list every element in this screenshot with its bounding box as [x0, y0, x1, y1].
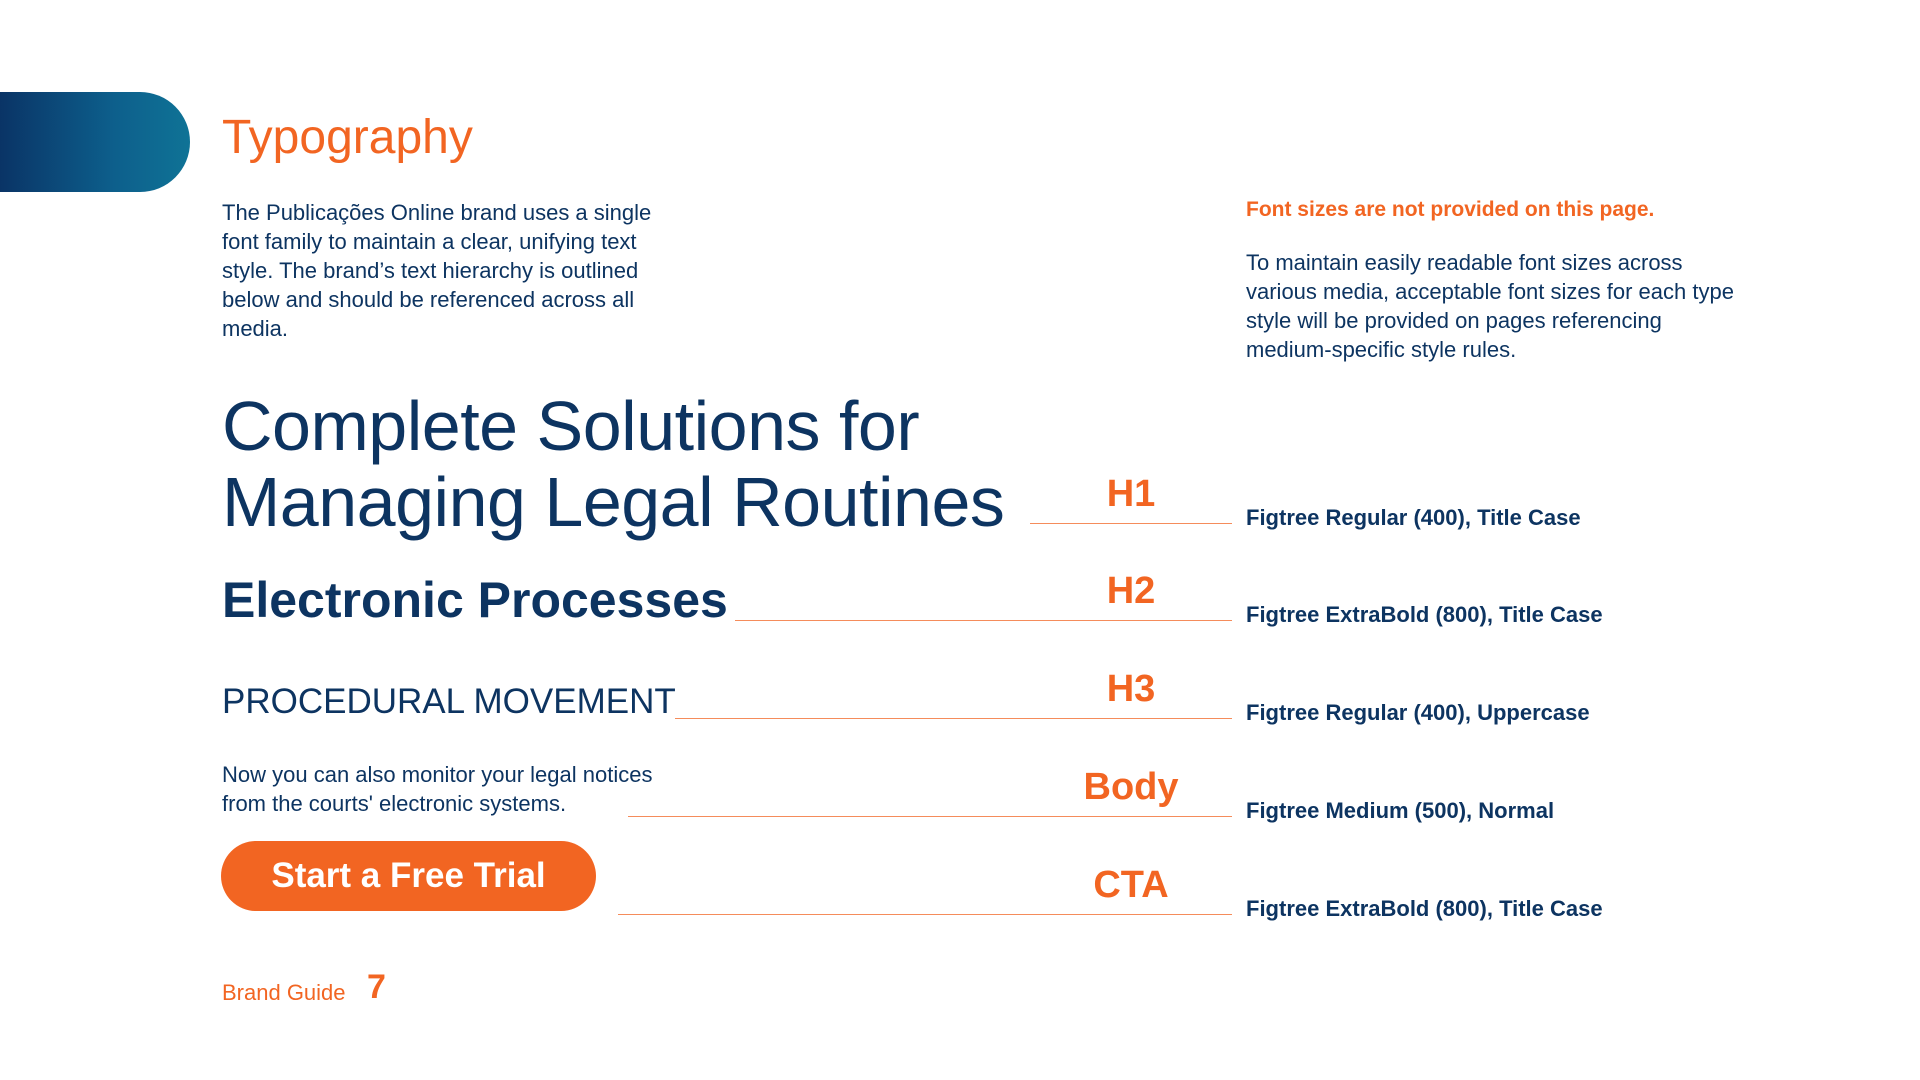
footer-brand-guide-label: Brand Guide — [222, 980, 346, 1005]
h3-tag: H3 — [1106, 668, 1156, 710]
h1-tag: H1 — [1106, 473, 1156, 515]
h3-sample: PROCEDURAL MOVEMENT — [222, 682, 676, 721]
start-free-trial-button[interactable]: Start a Free Trial — [221, 841, 596, 911]
body-sample-line-1: Now you can also monitor your legal notices — [222, 762, 653, 787]
cta-spec: Figtree ExtraBold (800), Title Case — [1246, 896, 1603, 921]
h1-rule — [1030, 523, 1232, 524]
font-size-note-body: To maintain easily readable font sizes across various media, acceptable font sizes for each type style will be provided on pages referencing medium-specific style rules. — [1246, 250, 1734, 362]
body-rule — [628, 816, 1232, 817]
intro-text: The Publicações Online brand uses a single font family to maintain a clear, unifying text style. The brand’s text hierarchy is outlined below and should be referenced across all media. — [222, 200, 652, 341]
body-tag: Body — [1083, 766, 1179, 808]
h2-sample: Electronic Processes — [222, 572, 728, 628]
h2-spec: Figtree ExtraBold (800), Title Case — [1246, 602, 1603, 627]
body-sample-line-2: from the courts' electronic systems. — [222, 791, 567, 816]
h1-sample-line-2: Managing Legal Routines — [222, 463, 1005, 541]
body-spec: Figtree Medium (500), Normal — [1246, 798, 1555, 823]
h3-rule — [675, 718, 1232, 719]
cta-rule — [618, 914, 1232, 915]
h3-spec: Figtree Regular (400), Uppercase — [1246, 700, 1590, 725]
h2-tag: H2 — [1106, 570, 1156, 612]
body-sample — [222, 760, 652, 818]
font-size-note-title: Font sizes are not provided on this page. — [1246, 198, 1655, 221]
h1-sample-line-1: Complete Solutions for — [222, 387, 920, 465]
cta-tag: CTA — [1093, 864, 1169, 906]
header-accent-tab — [0, 92, 190, 192]
h1-spec: Figtree Regular (400), Title Case — [1246, 505, 1581, 530]
footer-page-number: 7 — [367, 968, 386, 1006]
h2-rule — [735, 620, 1232, 621]
page-title: Typography — [222, 111, 473, 164]
h1-sample — [222, 388, 1004, 540]
